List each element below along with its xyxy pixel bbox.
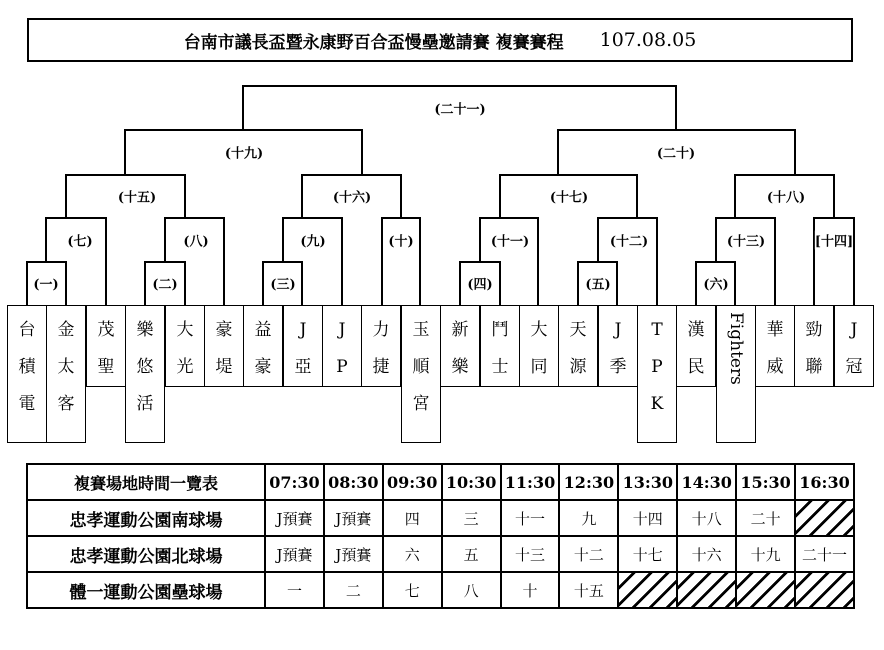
label-g13: (十三) [727, 231, 765, 250]
team-name-char: 堤 [215, 357, 233, 377]
team-box [480, 305, 520, 387]
team-name-char: 民 [687, 357, 705, 377]
team-name-char: 華 [766, 320, 784, 340]
team-name-char: 積 [18, 357, 36, 377]
team-box [755, 305, 795, 387]
schedule-cell: 十 [501, 572, 560, 608]
schedule-table [26, 463, 855, 609]
time-5: 12:30 [559, 464, 618, 500]
label-g18: (十八) [767, 187, 805, 206]
page-title: 台南市議長盃暨永康野百合盃慢壘邀請賽 複賽賽程 [183, 32, 564, 53]
label-g20: (二十) [657, 143, 695, 162]
team-name-char: 大 [176, 320, 194, 340]
schedule-cell: 三 [442, 500, 501, 536]
team-box [558, 305, 598, 387]
team-name [284, 312, 322, 386]
team-box [125, 305, 165, 443]
label-g21: (二十一) [434, 99, 485, 118]
label-g1: (一) [33, 274, 58, 293]
team-name-char: 天 [569, 320, 587, 340]
schedule-cell: 九 [559, 500, 618, 536]
label-g3: (三) [270, 274, 295, 293]
schedule-cell-empty [736, 572, 795, 608]
team-name-char: 鬥 [491, 320, 509, 340]
venue-name: 忠孝運動公園北球場 [27, 536, 265, 572]
team-box [440, 305, 480, 387]
team-name-char: 聖 [97, 357, 115, 377]
event-date: 107.08.05 [599, 29, 697, 51]
team-name-char: 亞 [294, 357, 312, 377]
schedule-cell: 十六 [677, 536, 736, 572]
team-box [519, 305, 559, 387]
schedule-cell: 十九 [736, 536, 795, 572]
team-name [402, 312, 440, 423]
team-name-char: 季 [609, 357, 627, 377]
team-name-char: 光 [176, 357, 194, 377]
schedule-cell: 二 [324, 572, 383, 608]
team-name [166, 312, 204, 386]
team-name [559, 312, 597, 386]
time-9: 16:30 [795, 464, 854, 500]
team-name [795, 312, 833, 386]
team-box [7, 305, 47, 443]
label-g19: (十九) [225, 143, 263, 162]
team-name-char: J [299, 320, 307, 340]
time-3: 10:30 [442, 464, 501, 500]
schedule-cell: 二十 [736, 500, 795, 536]
schedule-cell: 十二 [559, 536, 618, 572]
team-name-char: 同 [530, 357, 548, 377]
schedule-cell: 十八 [677, 500, 736, 536]
team-box [46, 305, 86, 443]
team-name-char: 電 [18, 394, 36, 414]
team-name-char: 金 [57, 320, 75, 340]
schedule-cell: J預賽 [324, 536, 383, 572]
schedule-cell: 十五 [559, 572, 618, 608]
team-name-char: K [650, 394, 664, 414]
label-g8: (八) [183, 231, 208, 250]
time-1: 08:30 [324, 464, 383, 500]
time-6: 13:30 [618, 464, 677, 500]
schedule-cell: 十四 [618, 500, 677, 536]
team-box [401, 305, 441, 443]
time-7: 14:30 [677, 464, 736, 500]
team-name [244, 312, 282, 386]
team-box [794, 305, 834, 387]
team-name-char: 茂 [97, 320, 115, 340]
schedule-cell: 十一 [501, 500, 560, 536]
schedule-cell: 十七 [618, 536, 677, 572]
schedule-row-tiyi [27, 572, 854, 608]
team-box [165, 305, 205, 387]
schedule-cell: 六 [383, 536, 442, 572]
label-g2: (二) [152, 274, 177, 293]
team-name [677, 312, 715, 386]
team-name [87, 312, 125, 386]
label-g12: (十二) [610, 231, 648, 250]
team-name-char: 樂 [451, 357, 469, 377]
team-box [86, 305, 126, 387]
team-name-char: 新 [451, 320, 469, 340]
venue-name: 忠孝運動公園南球場 [27, 500, 265, 536]
team-name-char: 力 [372, 320, 390, 340]
schedule-cell-empty [795, 572, 854, 608]
schedule-header: 複賽場地時間一覽表 [27, 464, 265, 500]
team-name-char: 豪 [215, 320, 233, 340]
team-box [716, 305, 756, 443]
team-name-char: J [338, 320, 346, 340]
schedule-cell-empty [618, 572, 677, 608]
label-g14: [十四] [815, 231, 853, 250]
team-box [361, 305, 401, 387]
team-name-char: P [651, 357, 663, 377]
team-name [599, 312, 637, 386]
label-g7: (七) [67, 231, 92, 250]
team-name [205, 312, 243, 386]
team-name-char: T [651, 320, 663, 340]
team-name [47, 312, 85, 423]
team-box [243, 305, 283, 387]
team-name-char: 勁 [805, 320, 823, 340]
schedule-cell: 八 [442, 572, 501, 608]
team-name-char: 太 [57, 357, 75, 377]
team-box [598, 305, 638, 387]
team-box [637, 305, 677, 443]
schedule-cell: J預賽 [324, 500, 383, 536]
schedule-cell: 十三 [501, 536, 560, 572]
team-name-char: 源 [569, 357, 587, 377]
team-name-char: J [614, 320, 622, 340]
team-name-char: 順 [412, 357, 430, 377]
label-g17: (十七) [550, 187, 588, 206]
team-name-char: 客 [57, 394, 75, 414]
team-box [283, 305, 323, 387]
team-name-char: 悠 [136, 357, 154, 377]
venue-name: 體一運動公園壘球場 [27, 572, 265, 608]
team-name [638, 312, 676, 423]
schedule-cell: 五 [442, 536, 501, 572]
team-box [204, 305, 244, 387]
team-name-char: 益 [254, 320, 272, 340]
label-g15: (十五) [118, 187, 156, 206]
time-2: 09:30 [383, 464, 442, 500]
team-name [441, 312, 479, 386]
team-name-char: 冠 [845, 357, 863, 377]
team-name-char: 聯 [805, 357, 823, 377]
team-box [676, 305, 716, 387]
schedule-cell: 四 [383, 500, 442, 536]
schedule-cell: J預賽 [265, 536, 324, 572]
team-name-char: J [850, 320, 858, 340]
team-name [756, 312, 794, 386]
team-name [362, 312, 400, 386]
team-name-char: 士 [491, 357, 509, 377]
time-4: 11:30 [501, 464, 560, 500]
team-name-char: 大 [530, 320, 548, 340]
team-name-char: 宮 [412, 394, 430, 414]
schedule-cell: 二十一 [795, 536, 854, 572]
label-g10: (十) [388, 231, 413, 250]
team-name-char: 漢 [687, 320, 705, 340]
label-g5: (五) [585, 274, 610, 293]
label-g9: (九) [300, 231, 325, 250]
team-name-char: 玉 [412, 320, 430, 340]
label-g16: (十六) [333, 187, 371, 206]
label-g4: (四) [467, 274, 492, 293]
team-box [834, 305, 874, 387]
team-name [126, 312, 164, 423]
label-g6: (六) [703, 274, 728, 293]
team-name-char: 台 [18, 320, 36, 340]
schedule-row-south [27, 500, 854, 536]
time-0: 07:30 [265, 464, 324, 500]
team-name: Fighters [726, 312, 746, 385]
team-name [8, 312, 46, 423]
schedule-header-row [27, 464, 854, 500]
schedule-cell: J預賽 [265, 500, 324, 536]
team-name [520, 312, 558, 386]
team-name-char: 豪 [254, 357, 272, 377]
schedule-cell: 七 [383, 572, 442, 608]
team-name [481, 312, 519, 386]
time-8: 15:30 [736, 464, 795, 500]
schedule-row-north [27, 536, 854, 572]
team-name-char: 樂 [136, 320, 154, 340]
schedule-cell-empty [795, 500, 854, 536]
team-name [835, 312, 873, 386]
team-name-char: 活 [136, 394, 154, 414]
schedule-cell: 一 [265, 572, 324, 608]
schedule-cell-empty [677, 572, 736, 608]
team-name-char: P [336, 357, 348, 377]
team-name [323, 312, 361, 386]
team-name-char: 捷 [372, 357, 390, 377]
label-g11: (十一) [491, 231, 529, 250]
team-box [322, 305, 362, 387]
team-name-char: 威 [766, 357, 784, 377]
